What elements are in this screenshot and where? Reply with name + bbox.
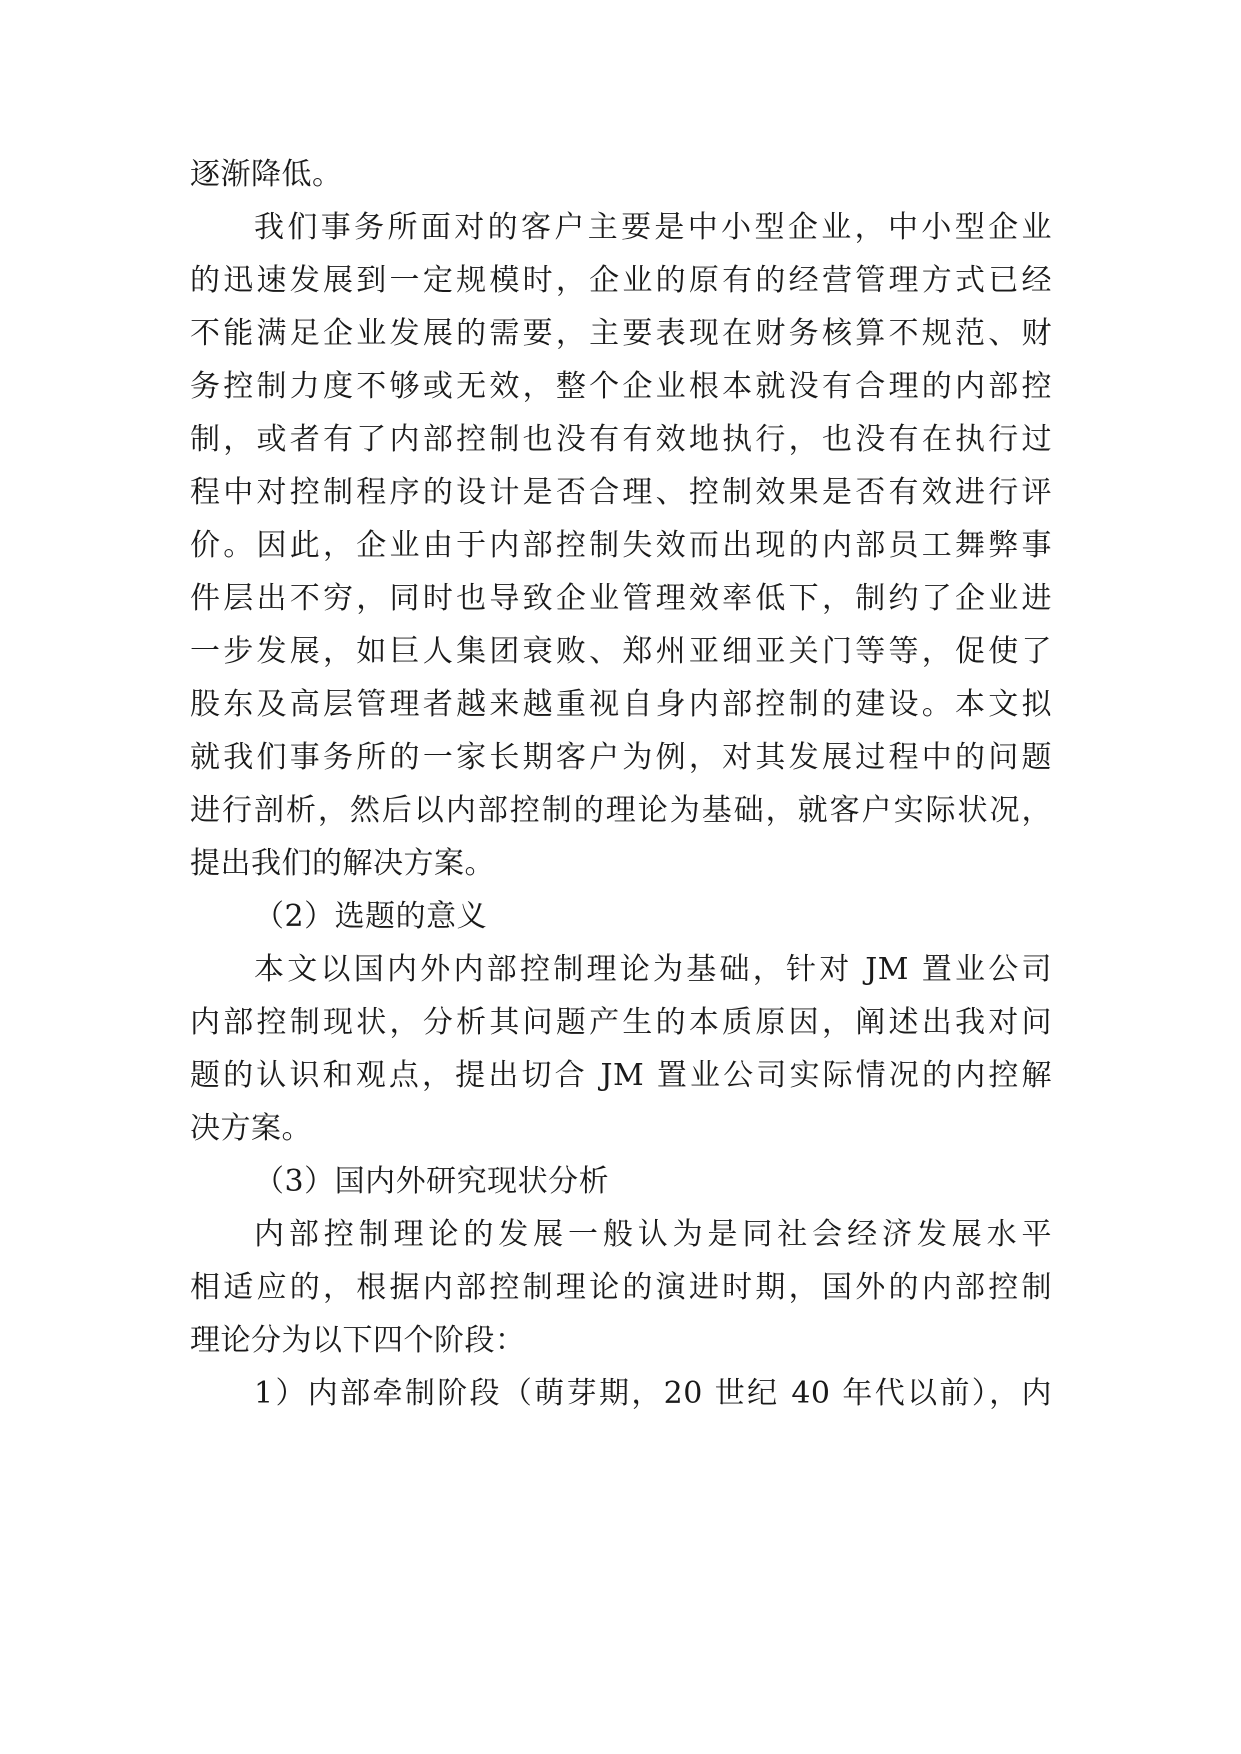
body-text-line: 内部控制现状，分析其问题产生的本质原因，阐述出我对问 (190, 1005, 1052, 1040)
body-text-line: 件层出不穷，同时也导致企业管理效率低下，制约了企业进 (190, 581, 1052, 616)
body-text-line: 就我们事务所的一家长期客户为例，对其发展过程中的问题 (190, 740, 1052, 775)
body-text-line: 进行剖析，然后以内部控制的理论为基础，就客户实际状况， (190, 793, 1052, 828)
body-text-line: 一步发展，如巨人集团衰败、郑州亚细亚关门等等，促使了 (190, 634, 1052, 669)
body-text-line: 相适应的，根据内部控制理论的演进时期，国外的内部控制 (190, 1270, 1052, 1305)
section-heading-research-status: （3）国内外研究现状分析 (254, 1164, 610, 1199)
body-text-line: 逐渐降低。 (190, 157, 343, 192)
body-text-line: 理论分为以下四个阶段： (190, 1323, 526, 1358)
body-text-line: 决方案。 (190, 1111, 312, 1146)
body-text-line: 的迅速发展到一定规模时，企业的原有的经营管理方式已经 (190, 263, 1052, 298)
body-text-line: 程中对控制程序的设计是否合理、控制效果是否有效进行评 (190, 475, 1052, 510)
body-text-line: 提出我们的解决方案。 (190, 846, 495, 881)
body-text-line: 不能满足企业发展的需要，主要表现在财务核算不规范、财 (190, 316, 1052, 351)
document-page (190, 148, 1052, 1420)
body-text-line: 务控制力度不够或无效，整个企业根本就没有合理的内部控 (190, 369, 1052, 404)
body-text-line: 题的认识和观点，提出切合 JM 置业公司实际情况的内控解 (190, 1058, 1052, 1093)
paragraph-first-line: 本文以国内外内部控制理论为基础，针对 JM 置业公司 (254, 952, 1052, 987)
list-item-first-line: 1）内部牵制阶段（萌芽期，20 世纪 40 年代以前），内 (254, 1376, 1052, 1411)
section-heading-topic-significance: （2）选题的意义 (254, 899, 488, 934)
body-text-line: 价。因此，企业由于内部控制失效而出现的内部员工舞弊事 (190, 528, 1052, 563)
body-text-line: 制，或者有了内部控制也没有有效地执行，也没有在执行过 (190, 422, 1052, 457)
paragraph-first-line: 我们事务所面对的客户主要是中小型企业，中小型企业 (254, 210, 1052, 245)
paragraph-first-line: 内部控制理论的发展一般认为是同社会经济发展水平 (254, 1217, 1052, 1252)
body-text-line: 股东及高层管理者越来越重视自身内部控制的建设。本文拟 (190, 687, 1052, 722)
